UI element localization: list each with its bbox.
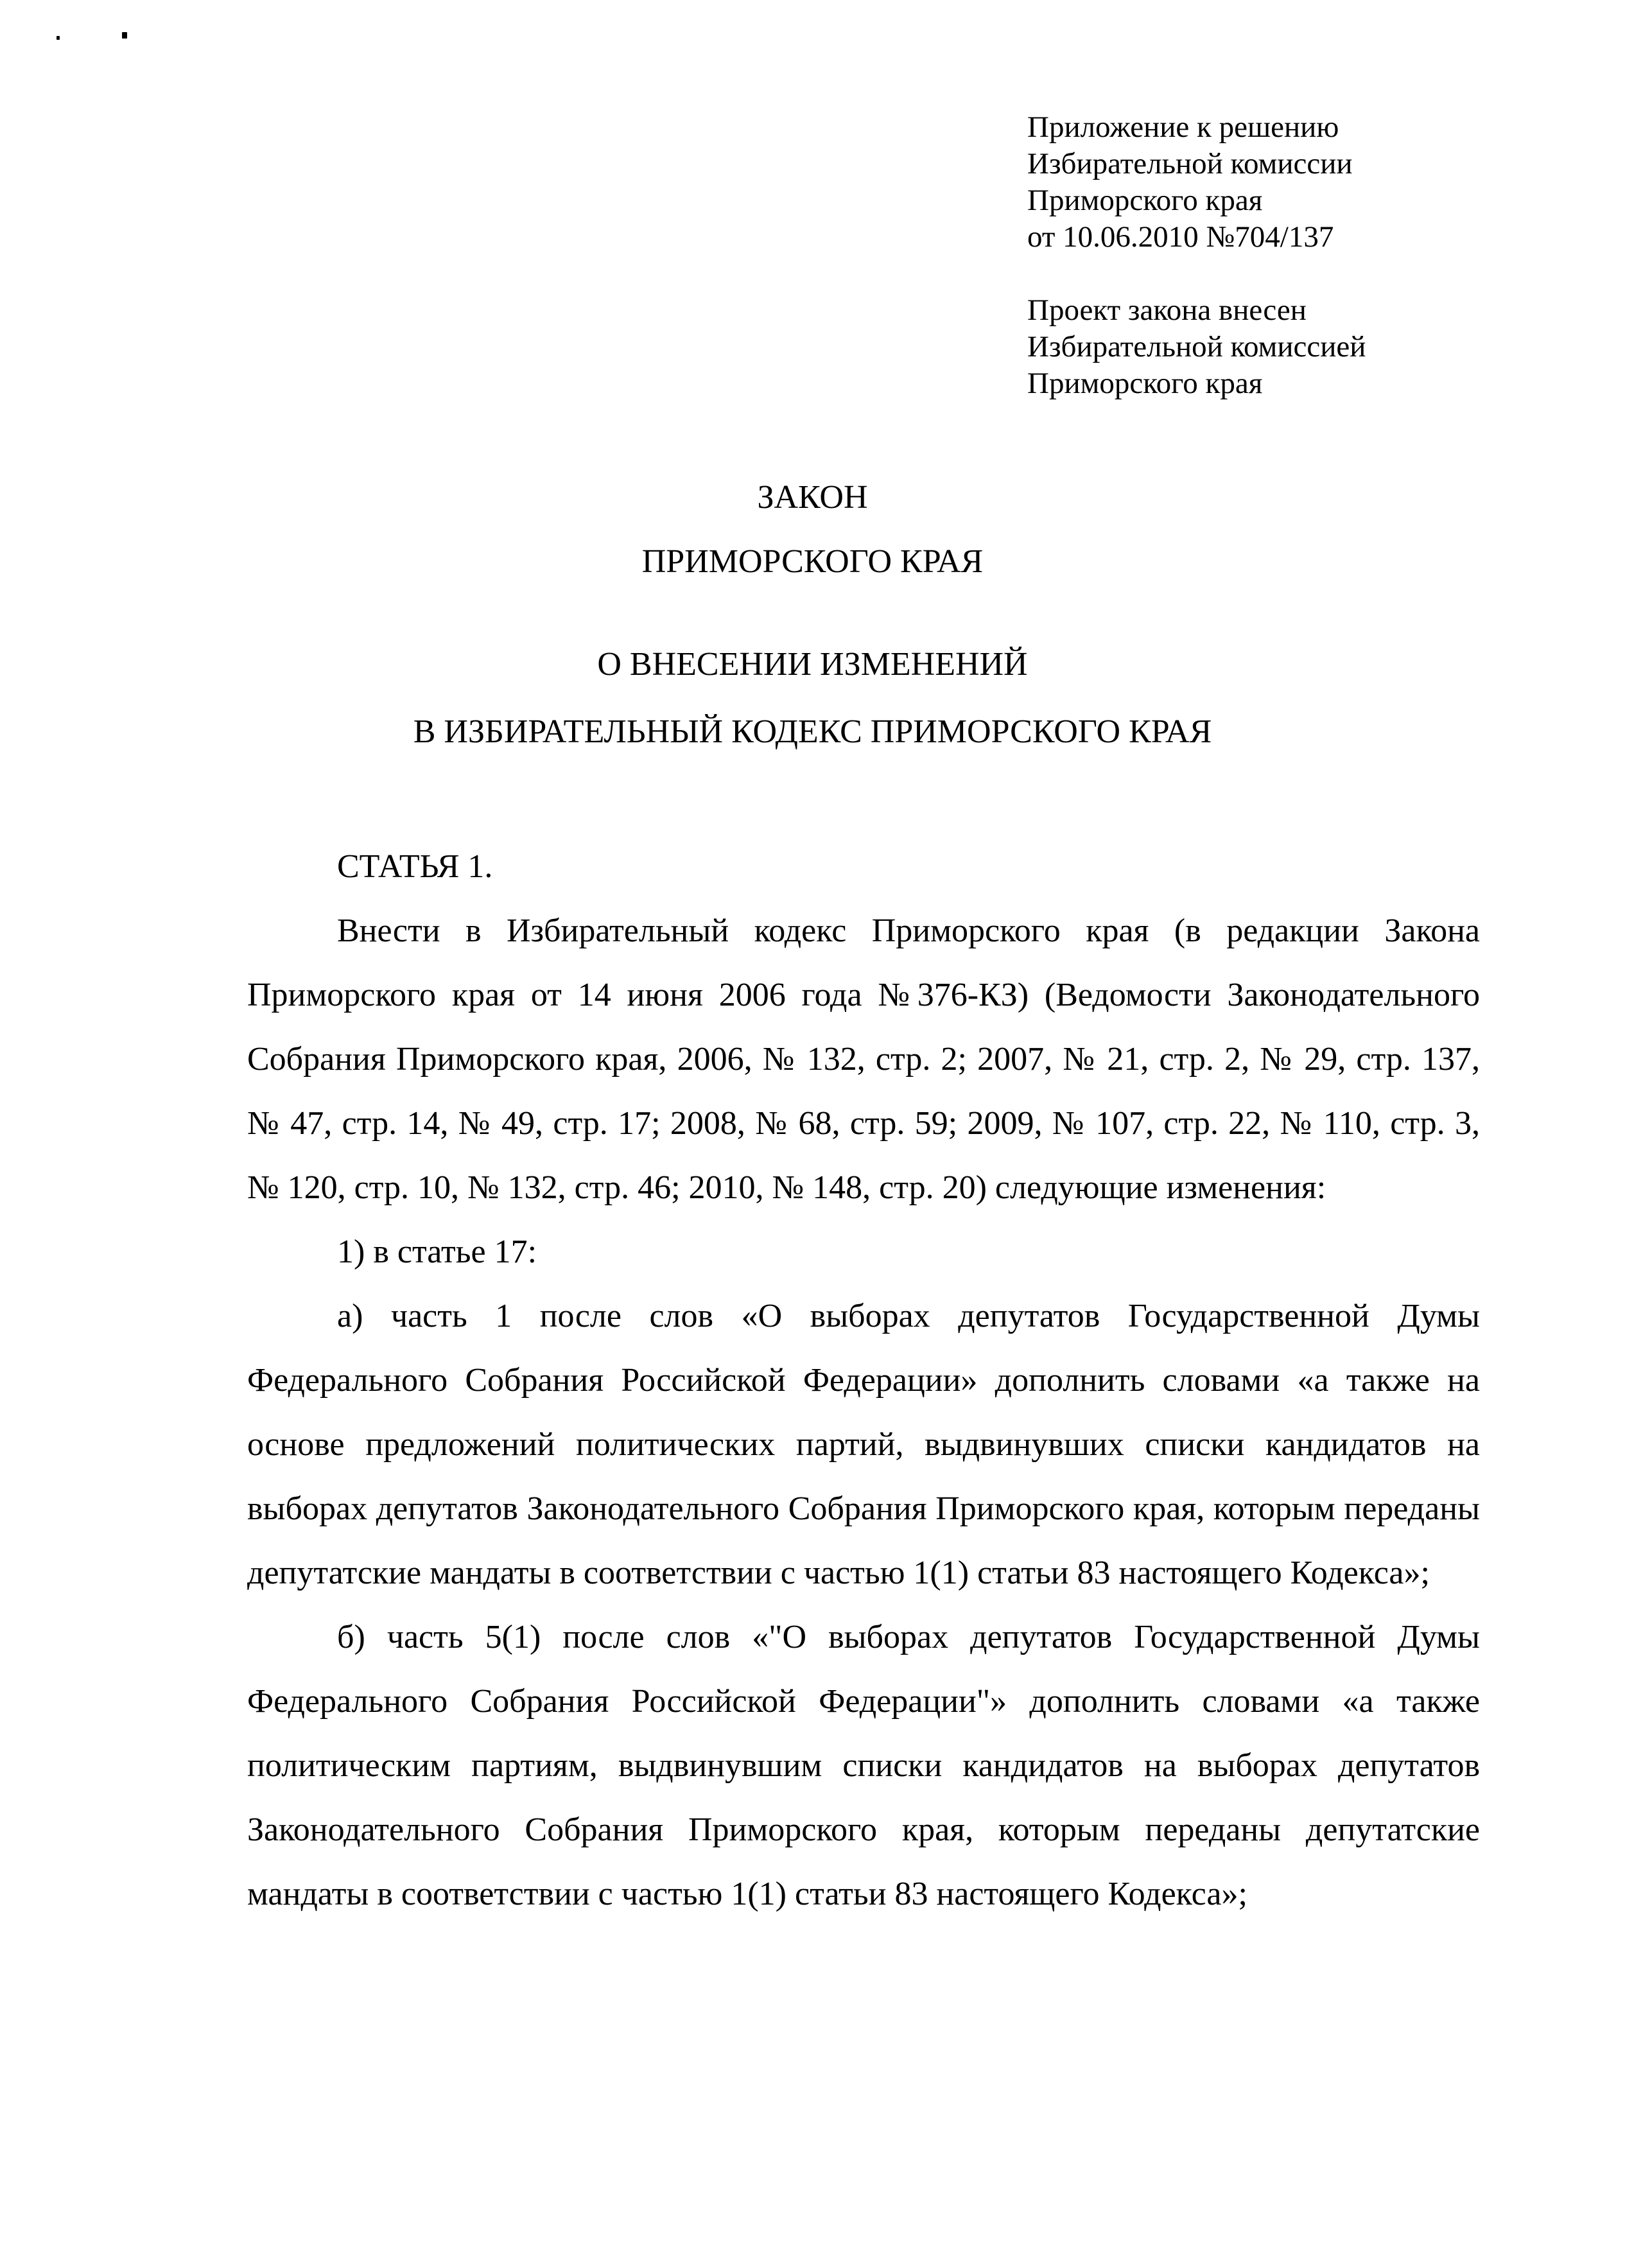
doc-subject: О ВНЕСЕНИИ ИЗМЕНЕНИЙ bbox=[597, 646, 1028, 683]
submitted-note bbox=[1027, 292, 1366, 402]
appendix-line: Приложение к решению bbox=[1027, 110, 1339, 144]
header-block bbox=[1027, 109, 1366, 402]
appendix-line: от 10.06.2010 №704/137 bbox=[1027, 220, 1334, 254]
appendix-line: Избирательной комиссии bbox=[1027, 147, 1353, 180]
article-item-1: 1) в статье 17: bbox=[337, 1234, 537, 1270]
appendix-note bbox=[1027, 109, 1366, 256]
scan-speck bbox=[122, 32, 127, 39]
article-item-a: а) часть 1 после слов «О выборах депутатов Государственной Думы Федерального Собрания Российской Федерации» дополнить словами «а также на основе предложений политических партий, выдвинувших списки кандидатов на выборах депутатов Законодательного Собрания Приморского края, которым переданы депутатские мандаты в соответствии с частью 1(1) статьи 83 настоящего Кодекса»; bbox=[247, 1298, 1480, 1591]
doc-subject: В ИЗБИРАТЕЛЬНЫЙ КОДЕКС ПРИМОРСКОГО КРАЯ bbox=[413, 713, 1212, 750]
article-body bbox=[247, 835, 1480, 1926]
article-item-b: б) часть 5(1) после слов «"О выборах депутатов Государственной Думы Федерального Собрания Российской Федерации"» дополнить словами «а также политическим партиям, выдвинувшим списки кандидатов на выборах депутатов Законодательного Собрания Приморского края, которым переданы депутатские мандаты в соответствии с частью 1(1) статьи 83 настоящего Кодекса»; bbox=[247, 1619, 1480, 1912]
scan-speck bbox=[56, 36, 60, 40]
submitted-line: Проект закона внесен bbox=[1027, 293, 1307, 327]
article-intro: Внести в Избирательный кодекс Приморского края (в редакции Закона Приморского края от 14 июня 2006 года №376-КЗ) (Ведомости Законодательного Собрания Приморского края, 2006, № 132, стр. 2; 2007, № 21, стр. 2, № 29, стр. 137, № 47, стр. 14, № 49, стр. 17; 2008, № 68, стр. 59; 2009, № 107, стр. 22, № 110, стр. 3, № 120, стр. 10, № 132, стр. 46; 2010, № 148, стр. 20) следующие изменения: bbox=[247, 912, 1480, 1206]
submitted-line: Приморского края bbox=[1027, 367, 1263, 400]
submitted-line: Избирательной комиссией bbox=[1027, 330, 1366, 363]
appendix-line: Приморского края bbox=[1027, 184, 1263, 217]
doc-title-region: ПРИМОРСКОГО КРАЯ bbox=[641, 543, 984, 580]
doc-title: ЗАКОН bbox=[757, 479, 868, 516]
article-heading: СТАТЬЯ 1. bbox=[337, 848, 493, 885]
